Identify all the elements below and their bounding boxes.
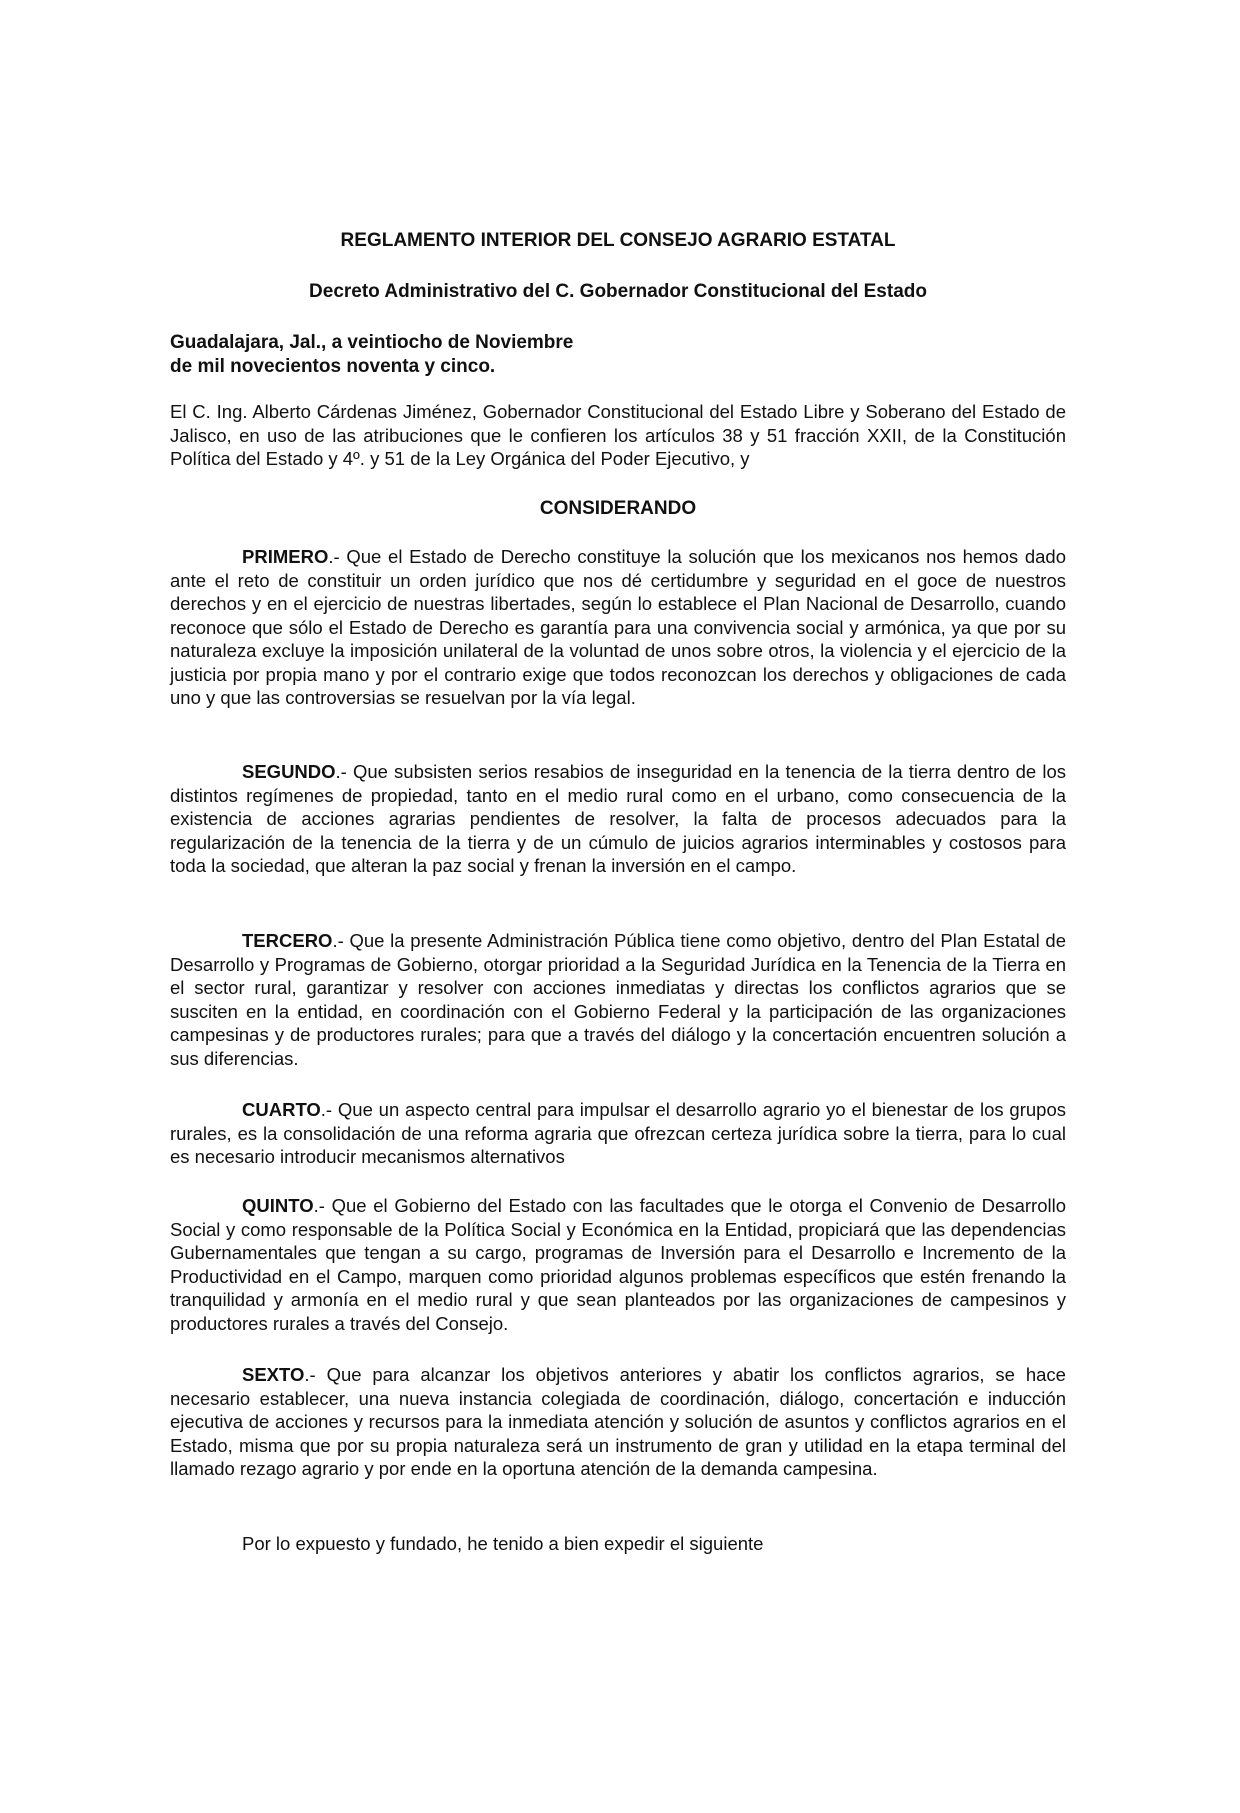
considerando-segundo (170, 760, 1066, 878)
considerando-separator: .- (332, 930, 350, 951)
place-date-line-1: Guadalajara, Jal., a veintiocho de Noviembre (170, 332, 574, 353)
considerando-heading: CONSIDERANDO (539, 498, 697, 519)
considerando-text: Que el Gobierno del Estado con las facultades que le otorga el Convenio de Desarrollo Social y como responsable de la Política Social y Económica en la Entidad, propiciará que las dependencias Gubernamentales que tengan a su cargo, programas de Inversión para el Desarrollo e Incremento de la Productividad en el Campo, marquen como prioridad algunos problemas específicos que estén frenando la tranquilidad y armonía en el medio rural y que sean planteados por las organizaciones de campesinos y productores rurales a través del Consejo. (170, 1195, 1066, 1334)
considerando-text: Que el Estado de Derecho constituye la solución que los mexicanos nos hemos dado ante el reto de constituir un orden jurídico que nos dé certidumbre y seguridad en el goce de nuestros derechos y en el ejercicio de nuestras libertades, según lo establece el Plan Nacional de Desarrollo, cuando reconoce que sólo el Estado de Derecho es garantía para una convivencia social y armónica, ya que por su naturaleza excluye la imposición unilateral de la voluntad de unos sobre otros, la violencia y el ejercicio de la justicia por propia mano y por el contrario exige que todos reconozcan los derechos y obligaciones de cada uno y que las controversias se resuelvan por la vía legal. (170, 546, 1066, 708)
considerando-primero (170, 545, 1066, 710)
considerando-cuarto (170, 1098, 1066, 1169)
considerando-label: SEXTO (242, 1364, 305, 1385)
document-subtitle: Decreto Administrativo del C. Gobernador Constitucional del Estado (309, 281, 927, 302)
considerando-separator: .- (313, 1195, 332, 1216)
document-title: REGLAMENTO INTERIOR DEL CONSEJO AGRARIO ESTATAL (340, 230, 896, 251)
considerando-separator: .- (335, 761, 353, 782)
considerando-text: Que un aspecto central para impulsar el desarrollo agrario yo el bienestar de los grupos rurales, es la consolidación de una reforma agraria que ofrezcan certeza jurídica sobre la tierra, para lo cual es necesario introducir mecanismos alternativos (170, 1099, 1066, 1167)
considerando-text: Que la presente Administración Pública tiene como objetivo, dentro del Plan Estatal de Desarrollo y Programas de Gobierno, otorgar prioridad a la Seguridad Jurídica en la Tenencia de la Tierra en el sector rural, garantizar y resolver con acciones inmediatas y directas los conflictos agrarios que se susciten en la entidad, en coordinación con el Gobierno Federal y la participación de las organizaciones campesinas y de productores rurales; para que a través del diálogo y la concertación encuentren solución a sus diferencias. (170, 930, 1066, 1069)
considerando-sexto (170, 1363, 1066, 1481)
considerando-label: CUARTO (242, 1099, 321, 1120)
considerando-label: TERCERO (242, 930, 333, 951)
place-date-line-2: de mil novecientos noventa y cinco. (170, 356, 496, 377)
considerando-separator: .- (320, 1099, 338, 1120)
considerando-tercero (170, 929, 1066, 1070)
considerando-label: PRIMERO (242, 546, 329, 567)
considerando-quinto (170, 1194, 1066, 1335)
considerando-label: SEGUNDO (242, 761, 336, 782)
closing-paragraph: Por lo expuesto y fundado, he tenido a bien expedir el siguiente (242, 1533, 764, 1554)
considerando-label: QUINTO (242, 1195, 314, 1216)
considerando-separator: .- (328, 546, 347, 567)
intro-paragraph: El C. Ing. Alberto Cárdenas Jiménez, Gobernador Constitucional del Estado Libre y Soberano del Estado de Jalisco, en uso de las atribuciones que le confieren los artículos 38 y 51 fracción XXII, de la Constitución Política del Estado y 4º. y 51 de la Ley Orgánica del Poder Ejecutivo, y (170, 401, 1066, 469)
considerando-separator: .- (304, 1364, 327, 1385)
place-date (170, 331, 1066, 379)
considerando-text: Que subsisten serios resabios de inseguridad en la tenencia de la tierra dentro de los distintos regímenes de propiedad, tanto en el medio rural como en el urbano, como consecuencia de la existencia de acciones agrarias pendientes de resolver, la falta de procesos adecuados para la regularización de la tenencia de la tierra y de un cúmulo de juicios agrarios interminables y costosos para toda la sociedad, que alteran la paz social y frenan la inversión en el campo. (170, 761, 1066, 876)
considerando-text: Que para alcanzar los objetivos anteriores y abatir los conflictos agrarios, se hace necesario establecer, una nueva instancia colegiada de coordinación, diálogo, concertación e inducción ejecutiva de acciones y recursos para la inmediata atención y solución de asuntos y conflictos agrarios en el Estado, misma que por su propia naturaleza será un instrumento de gran y utilidad en la etapa terminal del llamado rezago agrario y por ende en la oportuna atención de la demanda campesina. (170, 1364, 1066, 1479)
